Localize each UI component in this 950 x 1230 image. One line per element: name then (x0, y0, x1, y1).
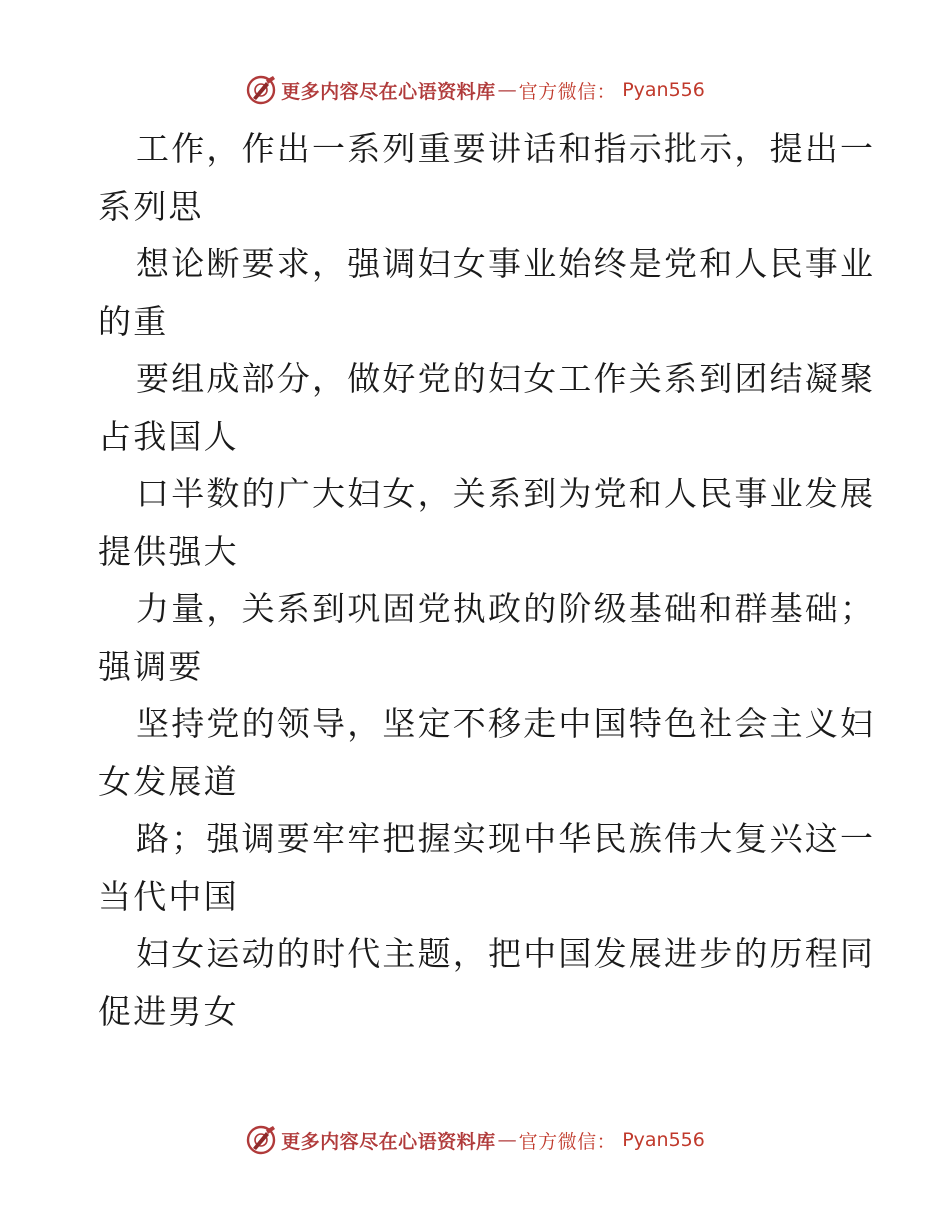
footer-banner-dash: — (497, 1129, 517, 1151)
footer-banner-contact-label: 官方微信： (518, 1130, 617, 1153)
text-line-6: 占我国人 (98, 416, 239, 456)
pen-circle-logo-icon (245, 1124, 277, 1156)
footer-banner-title: 更多内容尽在心语资料库 (281, 1130, 496, 1153)
pen-circle-logo-icon (245, 74, 277, 106)
banner-contact-label: 官方微信： (518, 80, 617, 103)
text-line-5: 要组成部分，做好党的妇女工作关系到团结凝聚 (136, 359, 876, 398)
text-line-12: 女发展道 (98, 761, 239, 801)
text-line-13: 路；强调要牢牢把握实现中华民族伟大复兴这一 (136, 819, 876, 858)
text-line-15: 妇女运动的时代主题，把中国发展进步的历程同 (136, 934, 876, 973)
text-line-10: 强调要 (98, 646, 204, 686)
text-line-11: 坚持党的领导，坚定不移走中国特色社会主义妇 (136, 704, 876, 743)
text-line-8: 提供强大 (98, 531, 239, 571)
text-line-14: 当代中国 (98, 876, 239, 916)
document-body (98, 120, 876, 1040)
header-banner (0, 70, 950, 110)
banner-dash: — (497, 79, 517, 101)
text-line-3: 想论断要求，强调妇女事业始终是党和人民事业 (136, 244, 876, 283)
banner-contact-id: Pyan556 (622, 79, 705, 101)
text-line-4: 的重 (98, 301, 169, 341)
text-line-9: 力量，关系到巩固党执政的阶级基础和群基础； (136, 589, 876, 628)
text-line-2: 系列思 (98, 186, 204, 226)
footer-banner (0, 1120, 950, 1160)
banner-title: 更多内容尽在心语资料库 (281, 80, 496, 103)
text-line-1: 工作，作出一系列重要讲话和指示批示，提出一 (136, 129, 876, 168)
text-line-16: 促进男女 (98, 991, 239, 1031)
footer-banner-contact-id: Pyan556 (622, 1129, 705, 1151)
text-line-7: 口半数的广大妇女，关系到为党和人民事业发展 (136, 474, 876, 513)
